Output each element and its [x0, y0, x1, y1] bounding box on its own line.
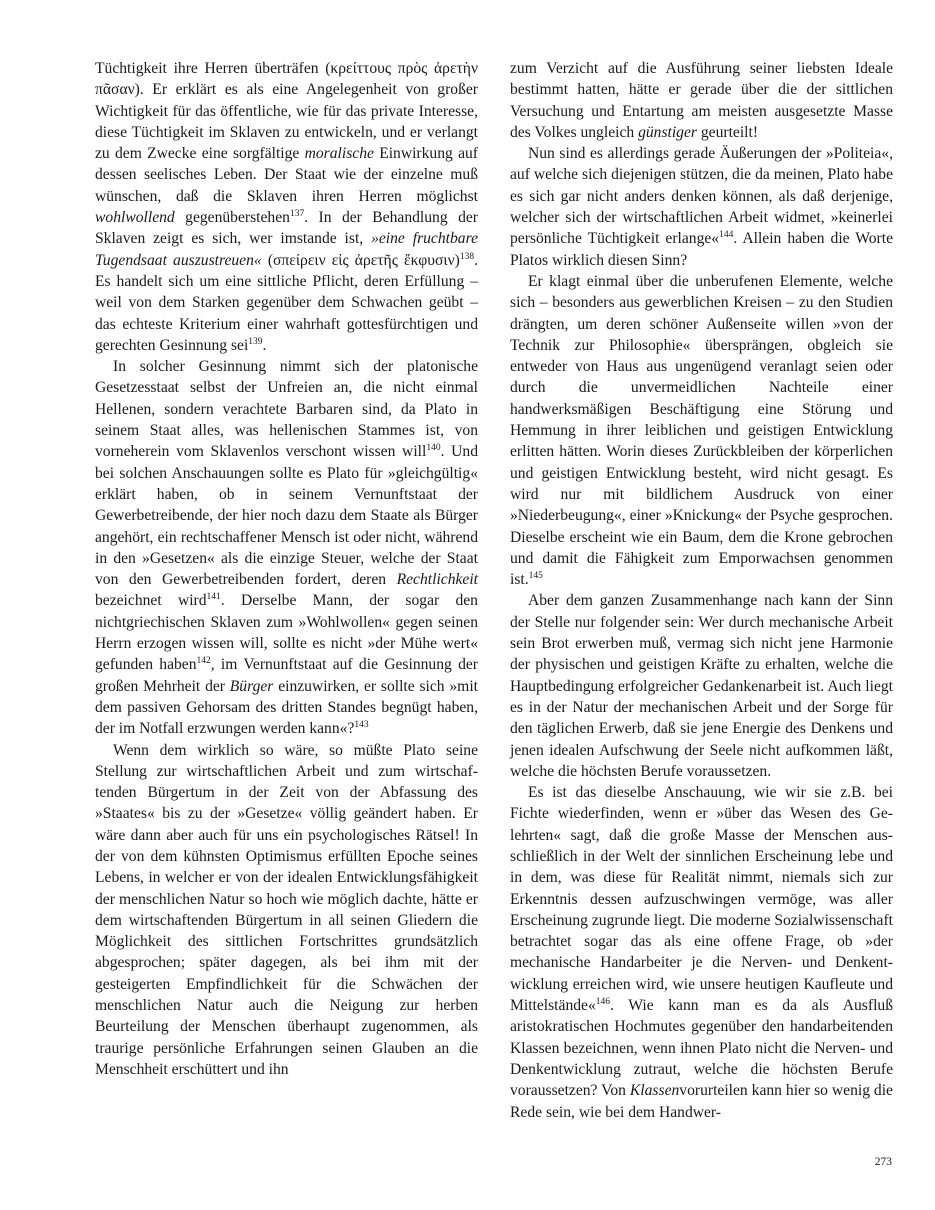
emphasis-text: moralische: [304, 145, 374, 163]
text-run: geurteilt!: [696, 123, 759, 141]
paragraph: [510, 782, 893, 1123]
page-number: 273: [874, 1156, 892, 1168]
footnote-ref: 138: [459, 251, 475, 262]
text-run: . Wie kann man es da als Ausfluß aristokratischen Hochmutes gegenüber den handarbeitenden Klassen bezeichnen, wenn ihnen Plato nicht die Nerven- und Denkentwicklung zutraut, welche die höchsten Berufe voraussetzen? Von: [510, 997, 893, 1100]
footnote-ref: 139: [248, 336, 263, 347]
text-run: (σπείρειν εἰς ἀρετῆς ἔκφυσιν): [261, 251, 460, 269]
paragraph: [95, 58, 478, 356]
text-run: Nun sind es allerdings gerade Äußerungen der »Politeia«, auf welche sich diejenigen stützen, die da meinen, Plato habe es sich gar nicht anders denken können, als daß derjenige, welcher sich der wirtschaftlichen Arbeit widmet, »keinerlei persönliche Tüchtigkeit erlange«: [510, 145, 893, 248]
paragraph: [510, 58, 893, 143]
text-run: , im Vernunftstaat auf die Gesinnung der großen Mehrheit der: [95, 656, 478, 695]
emphasis-text: wohlwollend: [95, 209, 175, 227]
right-text-column: [510, 58, 893, 1123]
text-run: . Allein haben die Worte Platos wirklich diesen Sinn?: [510, 230, 893, 269]
paragraph: [510, 143, 893, 271]
text-run: Es ist das dieselbe Anschauung, wie wir sie z.B. bei Fichte wiederfinden, wenn er »über das Wesen des Gelehrten« sagt, daß die große Masse der Menschen ausschließlich in der Welt der sinnlichen Erscheinung lebe und in dem, was diese für Realität nimmt, niemals sich zur Erkenntnis dessen aufzuschwingen vermöge, was aller Erscheinung zugrunde liegt. Die moderne Sozialwissenschaft betrachtet sogar das als eine offene Frage, ob »der mechanische Handarbeiter je die Nerven- und Denkentwicklung erreichen wird, wie unsere heutigen Kaufleute und Mittelstände«: [510, 784, 893, 1015]
left-text-column: [95, 58, 478, 1080]
footnote-ref: 143: [354, 720, 369, 731]
text-run: vorurteilen kann hier so wenig die Rede sein, wie bei dem Handwer-: [510, 1082, 893, 1121]
footnote-ref: 140: [426, 443, 441, 454]
text-run: . Es handelt sich um eine sittliche Pflicht, deren Erfüllung – weil von dem Starken gegenüber dem Schwachen geübt – das echteste Kriterium einer wahrhaft gottesfürchtigen und gerechten Gesinnung sei: [95, 251, 479, 354]
paragraph: [510, 590, 893, 782]
emphasis-text: Bürger: [229, 677, 274, 695]
emphasis-text: Rechtlichkeit: [396, 571, 478, 589]
text-run: .: [262, 336, 267, 354]
text-run: Wenn dem wirklich so wäre, so müßte Plato seine Stellung zur wirtschaftlichen Arbeit und zum wirtschaftenden Bürgertum in der Zeit von der Abfassung des »Staates« bis zu der »Gesetze« völlig geändert haben. Er wäre dann aber auch für uns ein psychologisches Rätsel! In der von dem kühnsten Optimismus erfüllten Epoche seines Lebens, in welcher er von der idealen Entwicklungsfähigkeit der menschlichen Natur so hoch wie möglich dachte, hätte er dem wirtschaftenden Bürgertum in all seinen Gliedern die Möglichkeit des sittlichen Fortschrittes grundsätzlich abgesprochen; später dagegen, als bei ihm mit der gesteigerten Empfindlichkeit für die Schwächen der menschlichen Natur auch die Neigung zur herben Beurteilung der Menschen überhaupt zugenommen, als traurige persönliche Erfahrungen seinen Glauben an die Menschheit erschüttert und ihn: [95, 741, 478, 1078]
paragraph: [510, 271, 893, 590]
paragraph: [95, 356, 478, 739]
text-run: bezeichnet wird: [95, 592, 207, 610]
footnote-ref: 137: [289, 209, 305, 220]
footnote-ref: 145: [528, 571, 543, 582]
text-run: . Und bei solchen Anschauungen sollte es Plato für »gleichgültig« erklärt haben, ob in seinem Vernunftstaat der Gewerbetreibende, der hier noch dazu dem Staate als Bürger angehört, ein rechtschaffener Mensch ist oder nicht, während in den »Gesetzen« als die einzige Steuer, welche der Staat von den Gewerbetreibenden fordert, deren: [95, 443, 479, 589]
footnote-ref: 142: [196, 656, 211, 667]
text-run: Er klagt einmal über die unberufenen Elemente, welche sich – besonders aus gewerblichen Kreisen – zu den Studien drängten, um deren schöner Außenseite willen »von der Technik zur Philosophie« übersprängen, obgleich sie entweder von Haus aus ungenügend veranlagt seien oder durch die unvermeidlichen Nachteile einer handwerksmäßigen Beschäftigung eine Störung und Hemmung in ihrer leiblichen und geistigen Entwicklung erlitten hätten. Worin dieses Zurückbleiben der körperlichen und geistigen Entwicklung besteht, wird nicht gesagt. Es wird nur mit bildlichem Ausdruck von einer »Niederbeugung«, einer »Knickung« der Psyche gesprochen. Dieselbe erscheint wie ein Baum, dem die Krone gebrochen und damit die Fähigkeit zum Emporwachsen genommen ist.: [510, 272, 893, 589]
footnote-ref: 146: [595, 997, 611, 1008]
text-run: zum Verzicht auf die Ausführung seiner liebsten Ideale bestimmt hatten, hätte er gerade über die der sittlichen Versuchung und Entartung am meisten ausgesetzte Masse des Volkes ungleich: [510, 60, 893, 141]
footnote-ref: 141: [206, 592, 221, 603]
text-run: gegenüberstehen: [174, 209, 290, 227]
text-run: . Derselbe Mann, der sogar den nichtgriechischen Sklaven zum »Wohlwollen« gegen seinen Herrn erzogen wissen will, sollte es nicht »der Mühe wert« gefunden haben: [95, 592, 478, 674]
text-run: Einwirkung auf dessen seelisches Leben. Der Staat wie der einzelne muß wünschen, daß die Sklaven ihren Herren möglichst: [95, 145, 478, 205]
footnote-ref: 144: [719, 230, 734, 241]
emphasis-text: günstiger: [638, 123, 697, 141]
text-run: . In der Behandlung der Sklaven zeigt es sich, wer imstande ist,: [95, 209, 478, 248]
emphasis-text: »eine fruchtbare Tugendsaat auszustreuen«: [95, 230, 478, 269]
text-run: einzuwirken, er sollte sich »mit dem passiven Gehorsam des dritten Standes begnügt haben, der im Notfall erzwungen werden kann«?: [95, 677, 478, 738]
text-run: Aber dem ganzen Zusammenhange nach kann der Sinn der Stelle nur folgender sein: Wer durch mechanische Arbeit sein Brot erwerben muß, vermag sich nicht jene Harmonie der physischen und geistigen Kräfte zu erhalten, welche die Hauptbedingung erfolgreicher Gedankenarbeit ist. Auch liegt es in der Natur der mechanischen Arbeit und der Sorge für den täglichen Erwerb, daß sie jene Energie des Denkens und jenen idealen Aufschwung der Seele nicht aufkommen läßt, welche die höchsten Berufe voraussetzen.: [510, 592, 893, 780]
text-run: In solcher Gesinnung nimmt sich der platonische Gesetzesstaat selbst der Unfreien an, die nicht einmal Hellenen, sondern verachtete Barbaren sind, da Plato in seinem Staat alles, was hellenischen Stammes ist, von vorneherein vom Sklavenlos verschont wissen will: [95, 358, 478, 461]
emphasis-text: Klassen: [629, 1082, 680, 1100]
paragraph: [95, 740, 478, 1081]
text-run: Tüchtigkeit ihre Herren überträfen (κρείττους πρὸς ἀρετὴν πᾶσαν). Er erklärt es als eine Angelegenheit von großer Wichtigkeit für das öffentliche, wie für das private Interesse, diese Tüchtigkeit im Sklaven zu entwickeln, und er verlangt zu dem Zwecke eine sorgfältige: [95, 60, 478, 163]
